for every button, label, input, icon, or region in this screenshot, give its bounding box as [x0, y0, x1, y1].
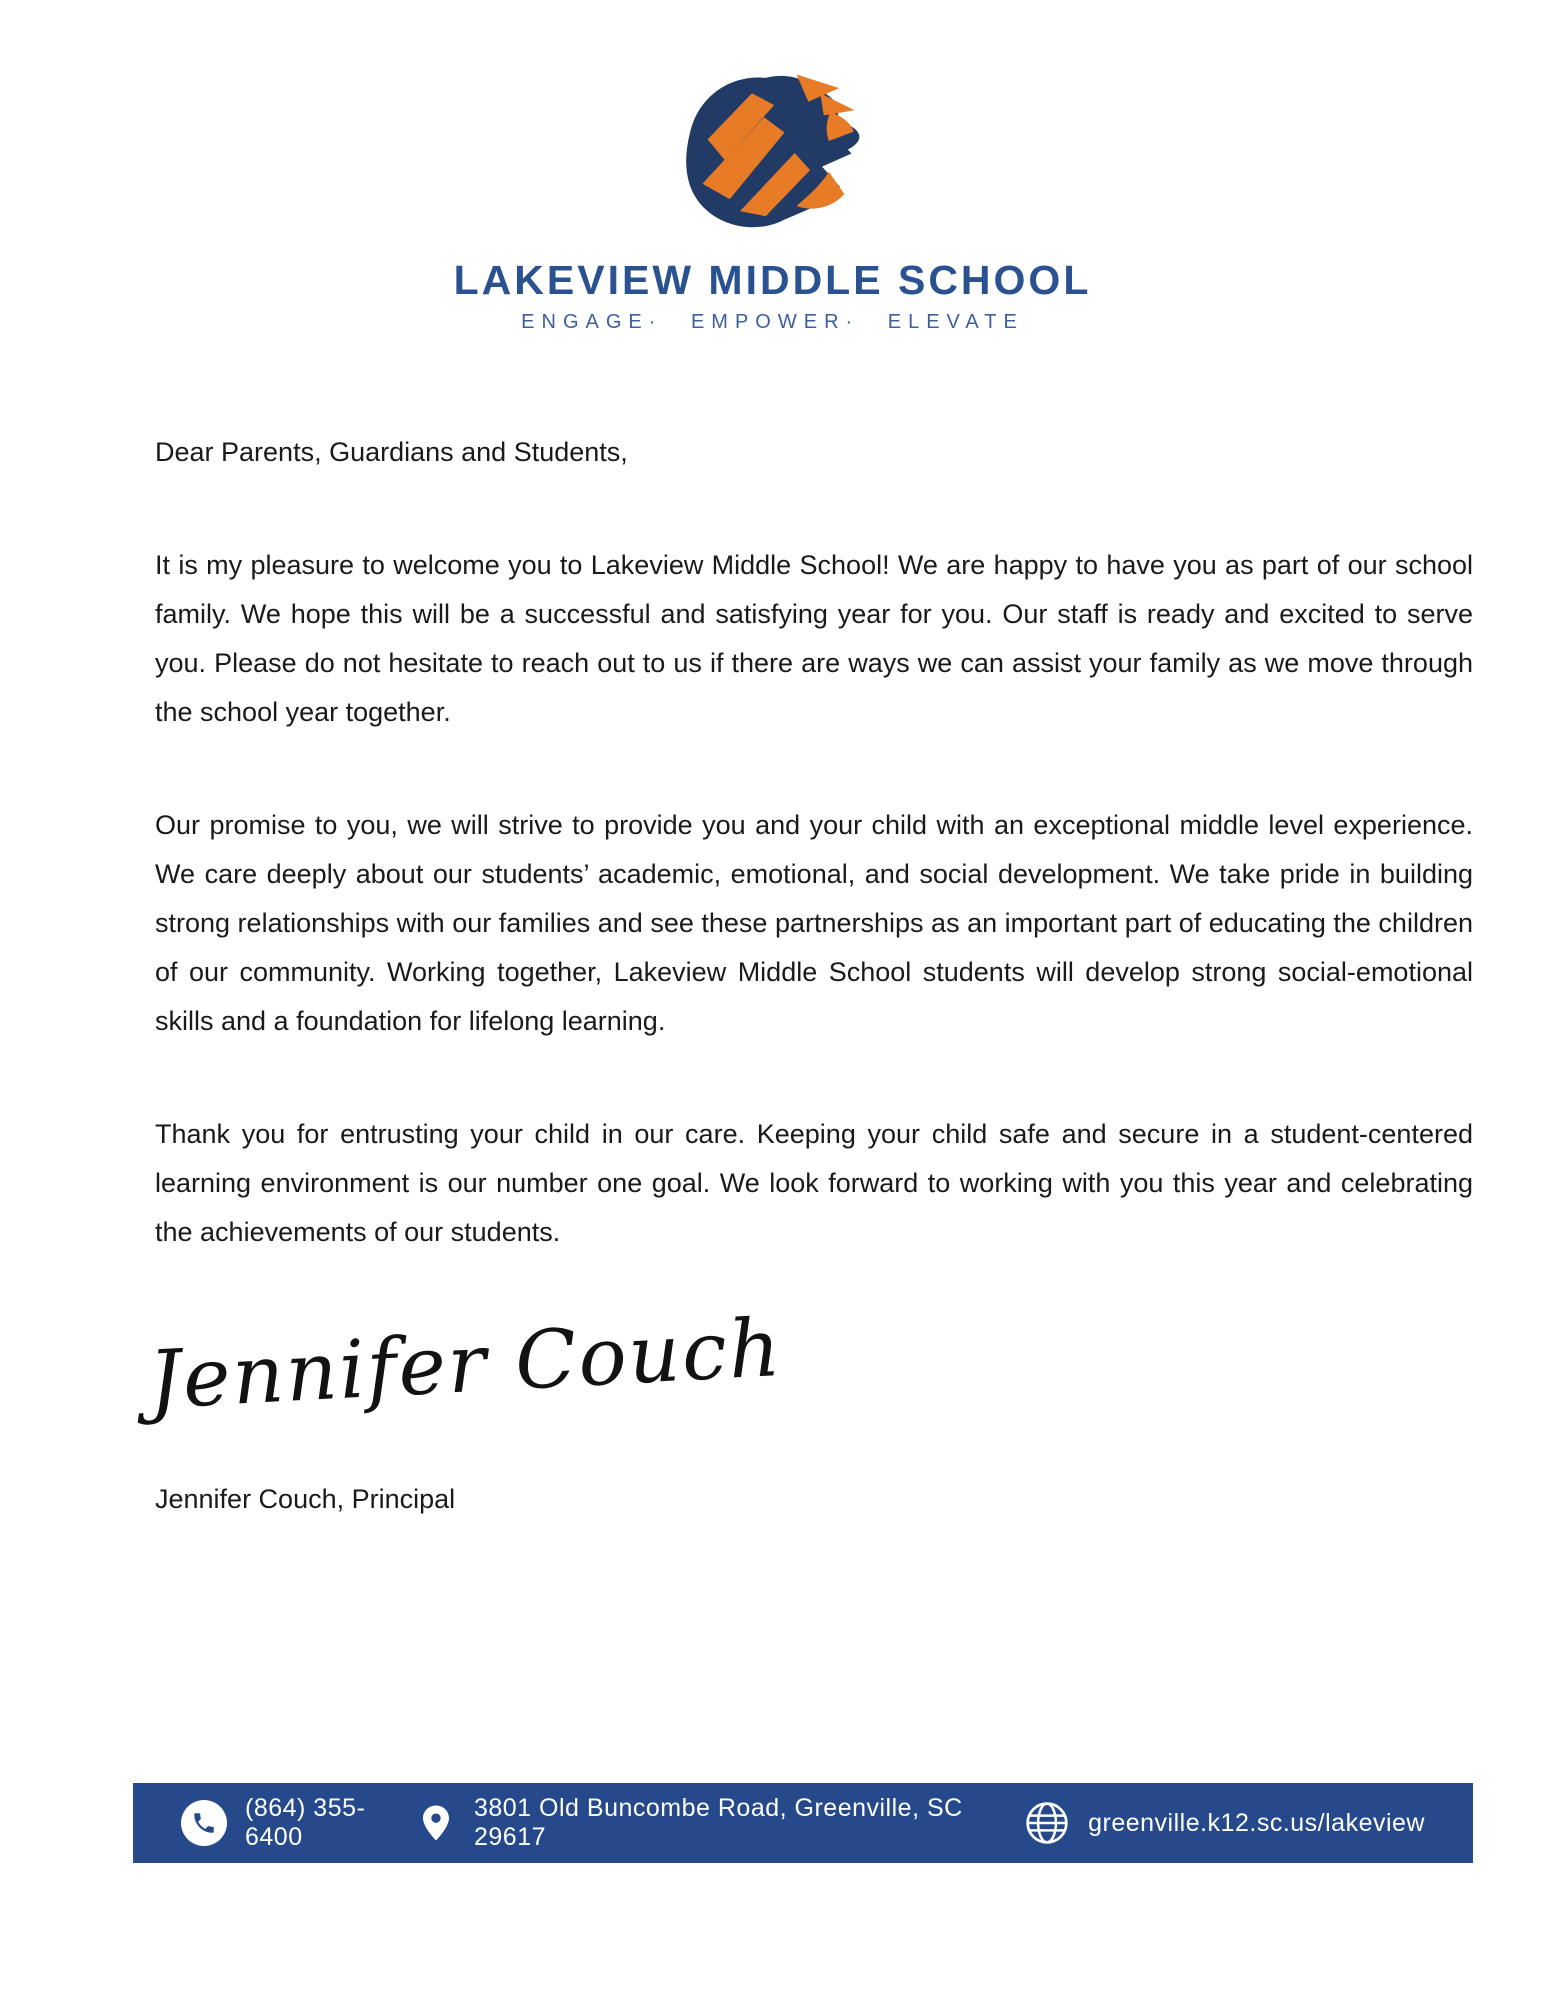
phone-number: (864) 355-6400 [245, 1794, 366, 1851]
letterhead [0, 0, 1545, 334]
footer-address [416, 1794, 1024, 1852]
footer-bar [133, 1783, 1473, 1863]
school-tagline: ENGAGE· EMPOWER· ELEVATE [521, 311, 1024, 333]
globe-icon [1024, 1800, 1070, 1846]
handwritten-signature: Jennifer Couch [146, 1300, 785, 1427]
salutation: Dear Parents, Guardians and Students, [155, 437, 628, 467]
letter-paragraph-3: Thank you for entrusting your child in our care. Keeping your child safe and secure in a student-centered learning environment is our number one goal. We look forward to working with you this year and celebrating the achievements of our students. [155, 1119, 1473, 1247]
location-pin-icon [416, 1798, 456, 1848]
letter-paragraph-1: It is my pleasure to welcome you to Lakeview Middle School! We are happy to have you as part of our school family. We hope this will be a successful and satisfying year for you. Our staff is ready and excited to serve you. Please do not hesitate to reach out to us if there are ways we can assist your family as we move through the school year together. [155, 550, 1473, 727]
street-address: 3801 Old Buncombe Road, Greenville, SC 29617 [473, 1794, 963, 1851]
footer-website [1024, 1800, 1425, 1846]
school-name: LAKEVIEW MIDDLE SCHOOL [453, 257, 1092, 303]
letter-body [146, 428, 1473, 1524]
signoff-line: Jennifer Couch, Principal [155, 1484, 456, 1514]
footer-phone [181, 1794, 416, 1852]
letter-paragraph-2: Our promise to you, we will strive to provide you and your child with an exceptional middle level experience. We care deeply about our students’ academic, emotional, and social development. We take pride in building strong relationships with our families and see these partnerships as an important part of educating the children of our community. Working together, Lakeview Middle School students will develop strong social-emotional skills and a foundation for lifelong learning. [155, 810, 1473, 1036]
website-url: greenville.k12.sc.us/lakeview [1088, 1808, 1425, 1837]
phone-icon [181, 1800, 227, 1846]
tiger-mascot-logo [670, 64, 875, 242]
